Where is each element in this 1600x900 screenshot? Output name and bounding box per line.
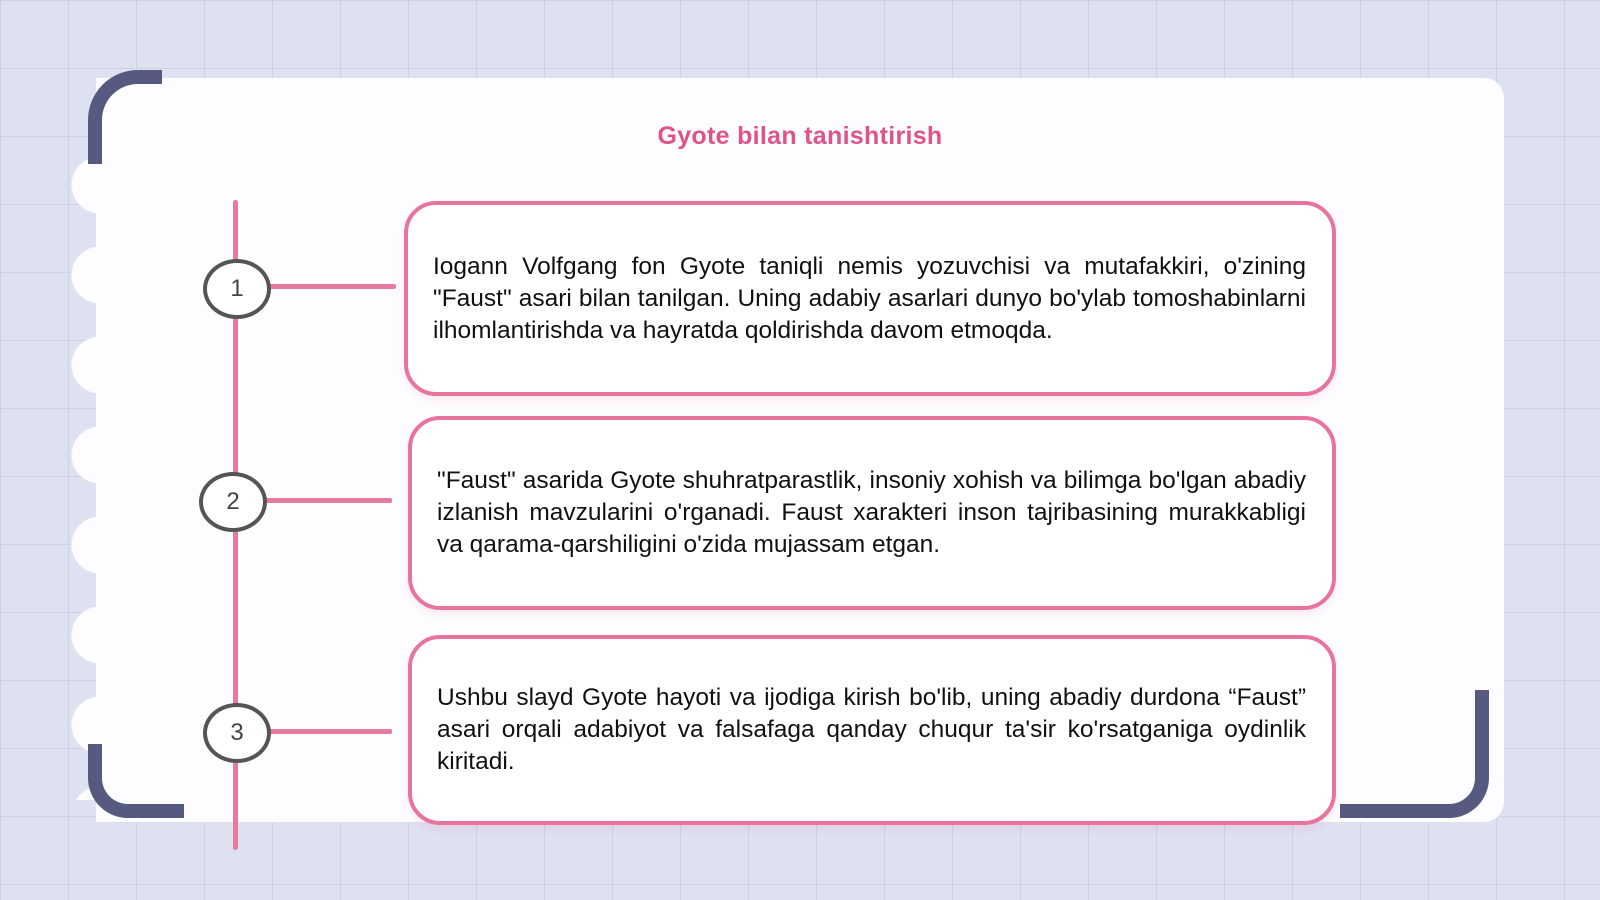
timeline-connector-3 — [266, 729, 392, 734]
timeline-number-1: 1 — [203, 259, 271, 319]
timeline-connector-1 — [266, 284, 396, 289]
info-text-1: Iogann Volfgang fon Gyote taniqli nemis yozuvchisi va mutafakkiri, o'zining "Faust" asari bilan tanilgan. Uning adabiy asarlari dunyo bo'ylab tomoshabinlarni ilhomlantirishda va hayratda qoldirishda davom etmoqda. — [433, 252, 1306, 344]
info-text-2: "Faust" asarida Gyote shuhratparastlik, insoniy xohish va bilimga bo'lgan abadiy izlanish mavzularini o'rganadi. Faust xarakteri inson tajribasining murakkabligi va qarama-qarshiligini o'zida mujassam etgan. — [437, 467, 1306, 558]
info-box-2 — [408, 416, 1336, 610]
info-box-1 — [404, 201, 1336, 396]
timeline-number-2: 2 — [199, 472, 267, 532]
sheet-scalloped-edge — [70, 140, 130, 800]
slide-title: Gyote bilan tanishtirish — [657, 122, 943, 150]
corner-bracket-bottom-left — [88, 744, 184, 818]
timeline-number-3: 3 — [203, 703, 271, 763]
timeline-connector-2 — [262, 498, 392, 503]
info-text-3: Ushbu slayd Gyote hayoti va ijodiga kirish bo'lib, uning abadiy durdona “Faust” asari orqali adabiyot va falsafaga qanday chuqur ta'sir ko'rsatganiga oydinlik kiritadi. — [437, 684, 1306, 775]
corner-bracket-bottom-right — [1340, 690, 1489, 818]
info-box-3 — [408, 635, 1336, 825]
